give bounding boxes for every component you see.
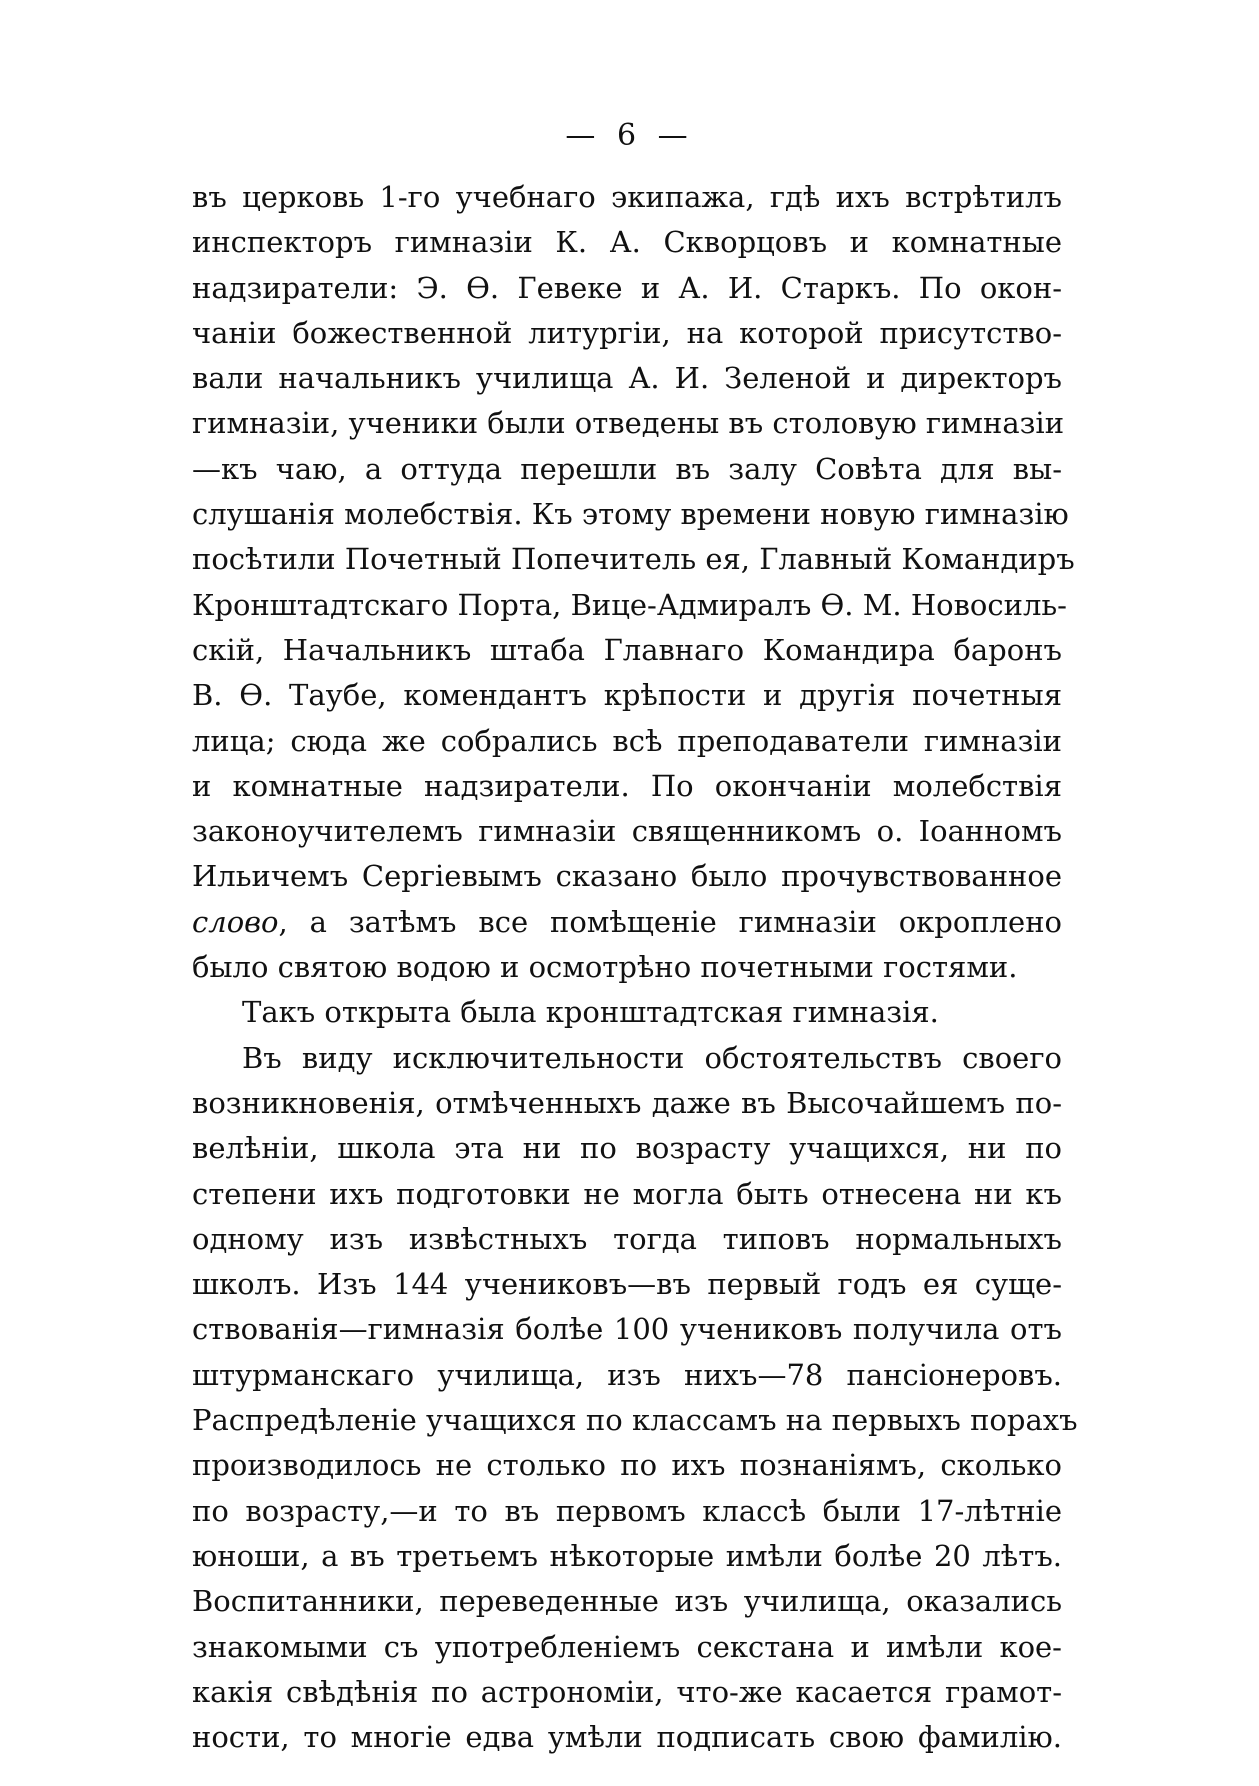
text-line-23: степени ихъ подготовки не могла быть отнесена ни къ bbox=[192, 1176, 1062, 1211]
text-line-31: юноши, а въ третьемъ нѣкоторые имѣли болѣе 20 лѣтъ. bbox=[192, 1538, 1062, 1573]
text-line-20: Въ виду исключительности обстоятельствъ своего bbox=[242, 1040, 1062, 1075]
text-line-27: штурманскаго училища, изъ нихъ—78 пансіонеровъ. bbox=[192, 1357, 1062, 1392]
text-line-14: и комнатные надзиратели. По окончаніи молебствія bbox=[192, 768, 1062, 803]
text-line-33: знакомыми съ употребленіемъ секстана и имѣли кое- bbox=[192, 1629, 1062, 1664]
text-line-15: законоучителемъ гимназіи священникомъ о. Іоанномъ bbox=[192, 814, 1062, 849]
text-line-17 bbox=[192, 900, 1062, 945]
text-line-13: лица; сюда же собрались всѣ преподаватели гимназіи bbox=[192, 723, 1062, 758]
text-line-19: Такъ открыта была кронштадтская гимназія. bbox=[242, 995, 939, 1030]
text-line-11: скій, Начальникъ штаба Главнаго Командира баронъ bbox=[192, 632, 1062, 667]
text-line-12: В. Ѳ. Таубе, комендантъ крѣпости и другія почетныя bbox=[192, 678, 1062, 713]
text-line-9: посѣтили Почетный Попечитель ея, Главный Командиръ bbox=[192, 542, 1075, 577]
text-line-3: надзиратели: Э. Ѳ. Гевеке и А. И. Старкъ. По окон- bbox=[192, 270, 1062, 305]
text-line-32: Воспитанники, переведенные изъ училища, оказались bbox=[192, 1584, 1062, 1619]
page-number: — 6 — bbox=[565, 118, 694, 153]
text-line-28: Распредѣленіе учащихся по классамъ на первыхъ порахъ bbox=[192, 1403, 1078, 1438]
text-line-6: гимназіи, ученики были отведены въ столовую гимназіи bbox=[192, 406, 1065, 441]
text-line-35: ности, то многіе едва умѣли подписать свою фамилію. bbox=[192, 1720, 1062, 1755]
text-line-25: школъ. Изъ 144 учениковъ—въ первый годъ ея суще- bbox=[192, 1267, 1062, 1302]
text-line-18: было святою водою и осмотрѣно почетными гостями. bbox=[192, 950, 1018, 985]
text-line-21: возникновенія, отмѣченныхъ даже въ Высочайшемъ по- bbox=[192, 1085, 1062, 1120]
text-line-24: одному изъ извѣстныхъ тогда типовъ нормальныхъ bbox=[192, 1221, 1062, 1256]
text-line-5: вали начальникъ училища А. И. Зеленой и директоръ bbox=[192, 361, 1062, 396]
text-line-34: какія свѣдѣнія по астрономіи, что-же касается грамот- bbox=[192, 1674, 1062, 1709]
text-line-8: слушанія молебствія. Къ этому времени новую гимназію bbox=[192, 497, 1069, 532]
text-line-4: чаніи божественной литургіи, на которой присутство- bbox=[192, 315, 1062, 350]
text-line-17-rest: , а затѣмъ все помѣщеніе гимназіи окроплено bbox=[278, 904, 1062, 939]
text-line-1: въ церковь 1-го учебнаго экипажа, гдѣ ихъ встрѣтилъ bbox=[192, 180, 1062, 214]
text-line-16: Ильичемъ Сергіевымъ сказано было прочувствованное bbox=[192, 859, 1062, 894]
text-line-29: производилось не столько по ихъ познаніямъ, сколько bbox=[192, 1448, 1062, 1483]
text-line-2: инспекторъ гимназіи К. А. Скворцовъ и комнатные bbox=[192, 225, 1062, 260]
body-text bbox=[192, 175, 1078, 1760]
italic-word: слово bbox=[192, 904, 279, 939]
text-line-22: велѣніи, школа эта ни по возрасту учащихся, ни по bbox=[192, 1131, 1062, 1166]
text-line-7: —къ чаю, а оттуда перешли въ залу Совѣта для вы- bbox=[192, 451, 1062, 486]
text-line-30: по возрасту,—и то въ первомъ классѣ были 17-лѣтніе bbox=[192, 1493, 1062, 1528]
text-line-10: Кронштадтскаго Порта, Вице-Адмиралъ Ѳ. М. Новосиль- bbox=[192, 587, 1067, 622]
text-line-26: ствованія—гимназія болѣе 100 учениковъ получила отъ bbox=[192, 1312, 1062, 1347]
